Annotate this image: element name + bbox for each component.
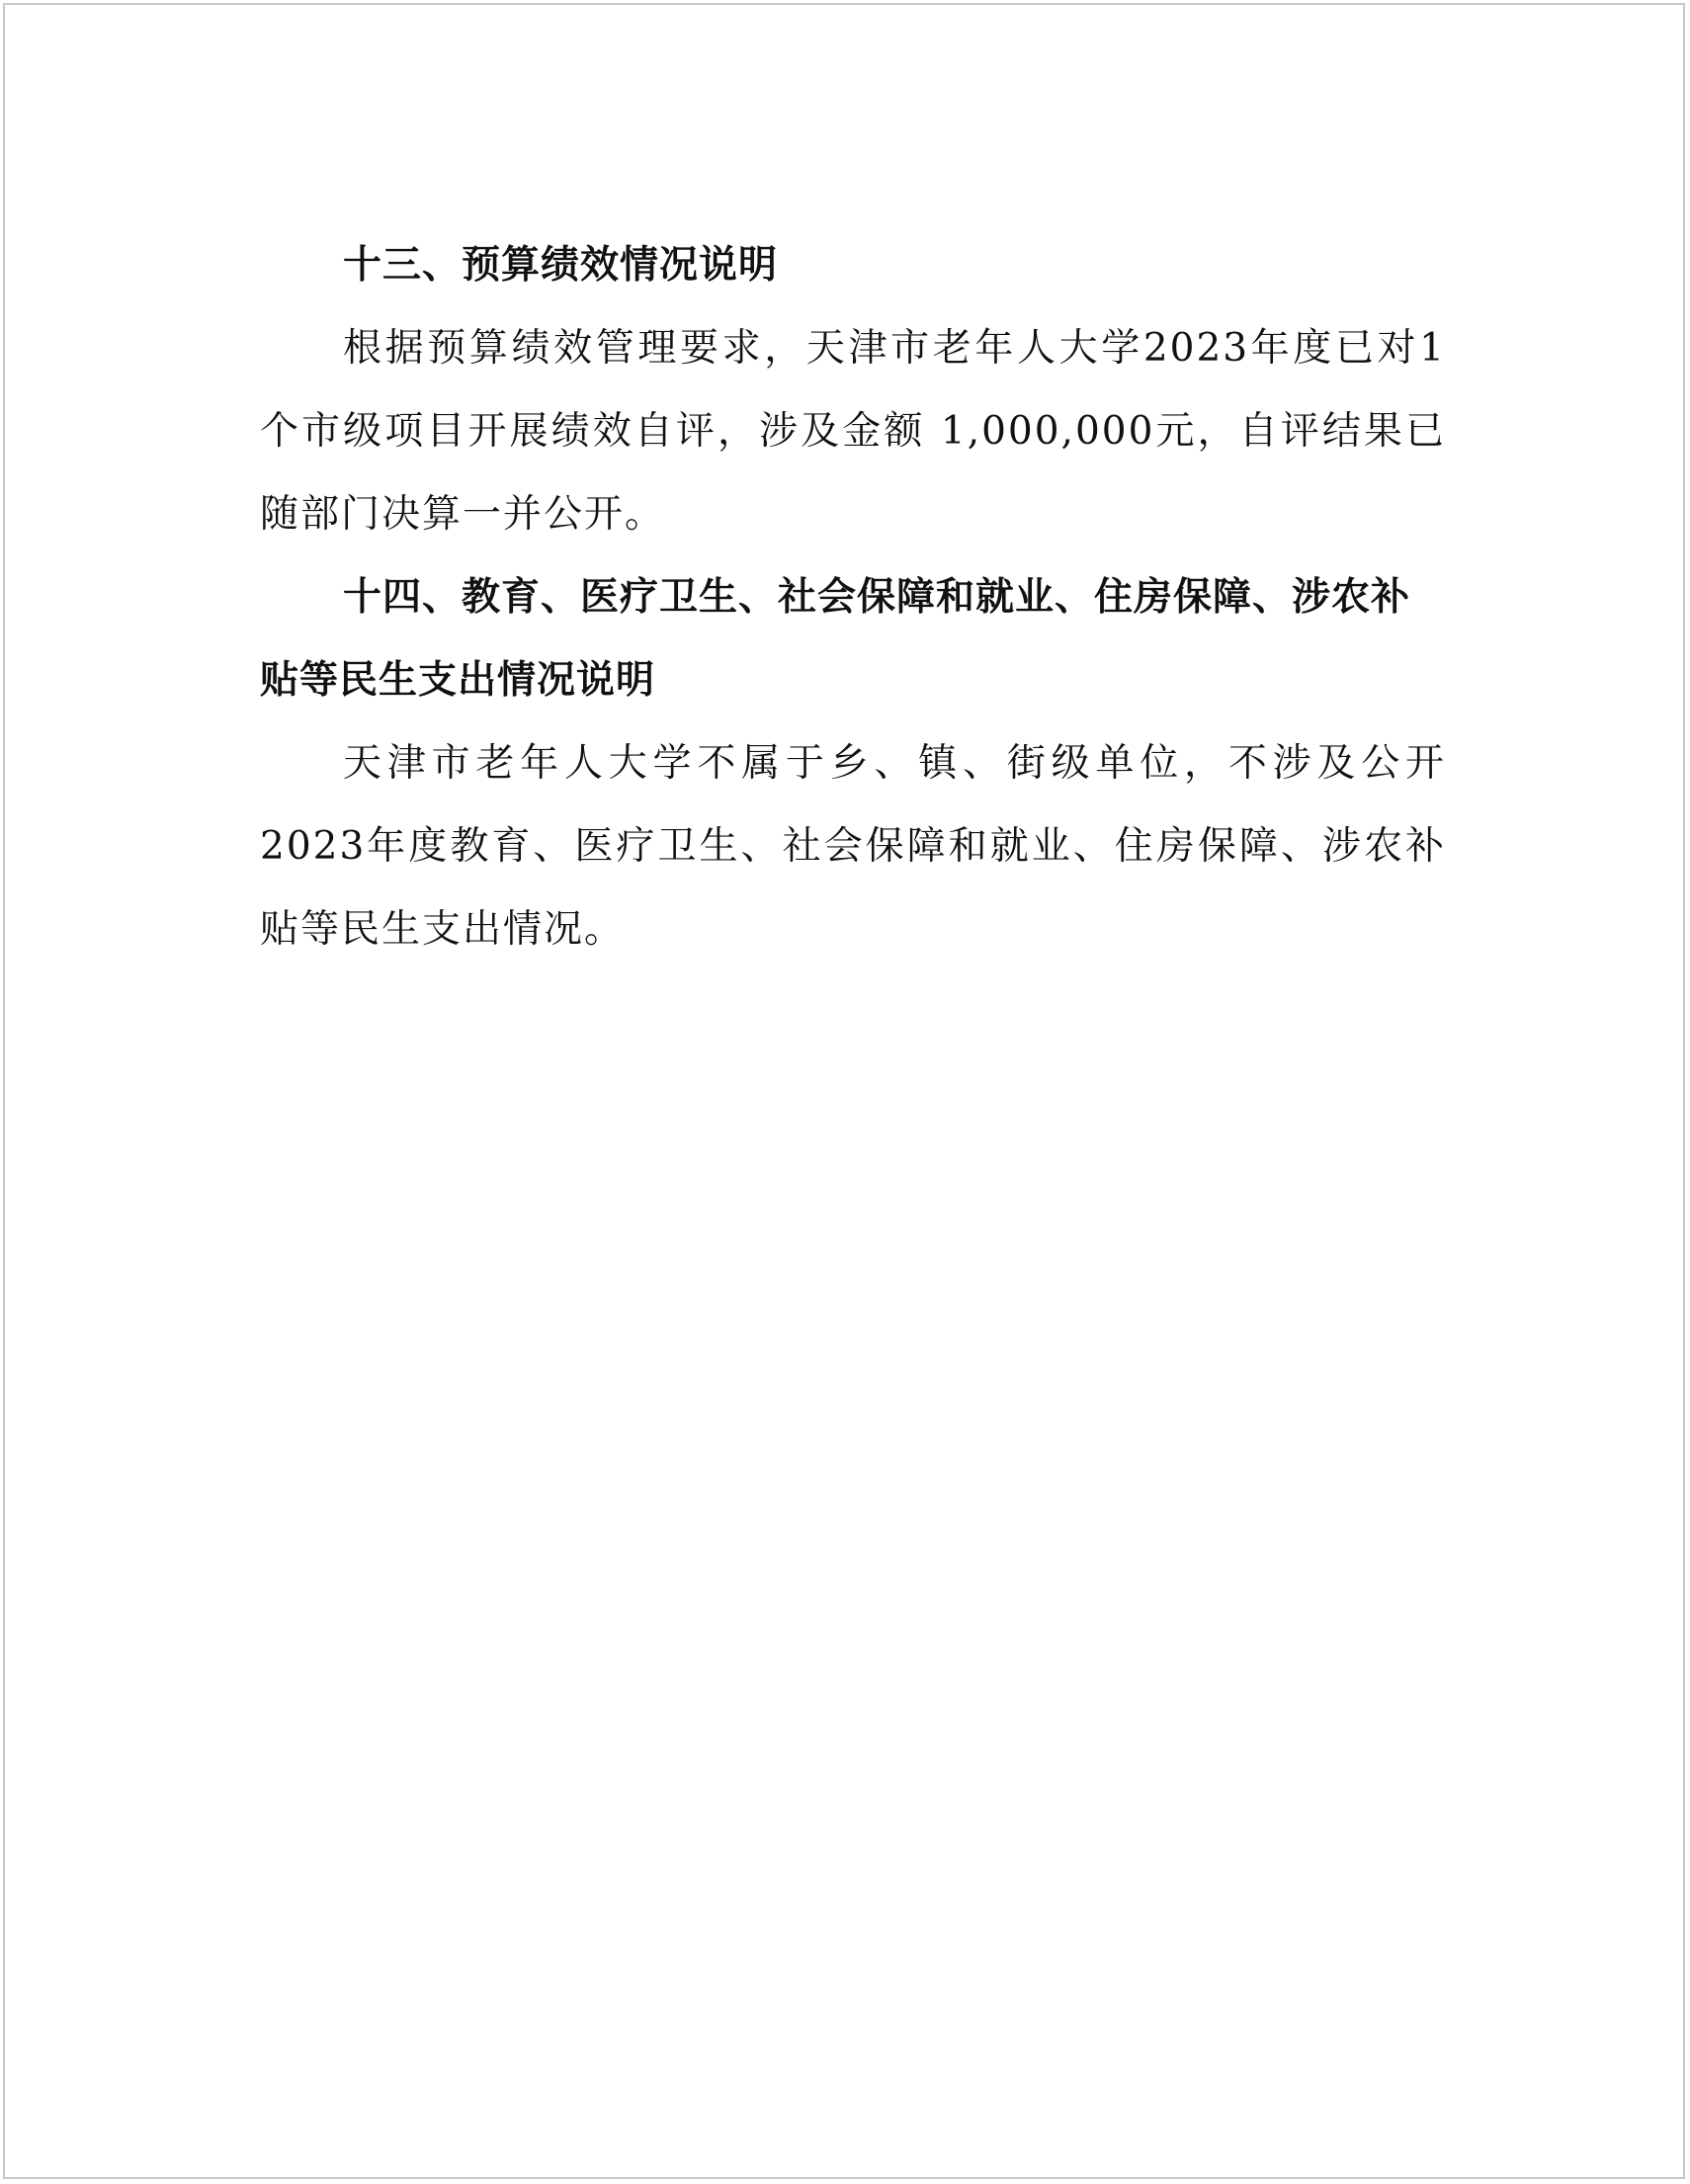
section-13-heading: 十三、预算绩效情况说明 — [343, 243, 779, 288]
section-14-body: 天津市老年人大学不属于乡、镇、街级单位，不涉及公开2023年度教育、医疗卫生、社会保障和就业、住房保障、涉农补贴等民生支出情况。 — [260, 741, 1446, 952]
section-14-heading: 十四、教育、医疗卫生、社会保障和就业、住房保障、涉农补贴等民生支出情况说明 — [260, 575, 1411, 703]
document-body — [260, 224, 1446, 971]
page — [3, 3, 1685, 2179]
section-13-body: 根据预算绩效管理要求，天津市老年人大学2023年度已对1个市级项目开展绩效自评，涉及金额 1,000,000元，自评结果已随部门决算一并公开。 — [260, 326, 1446, 537]
